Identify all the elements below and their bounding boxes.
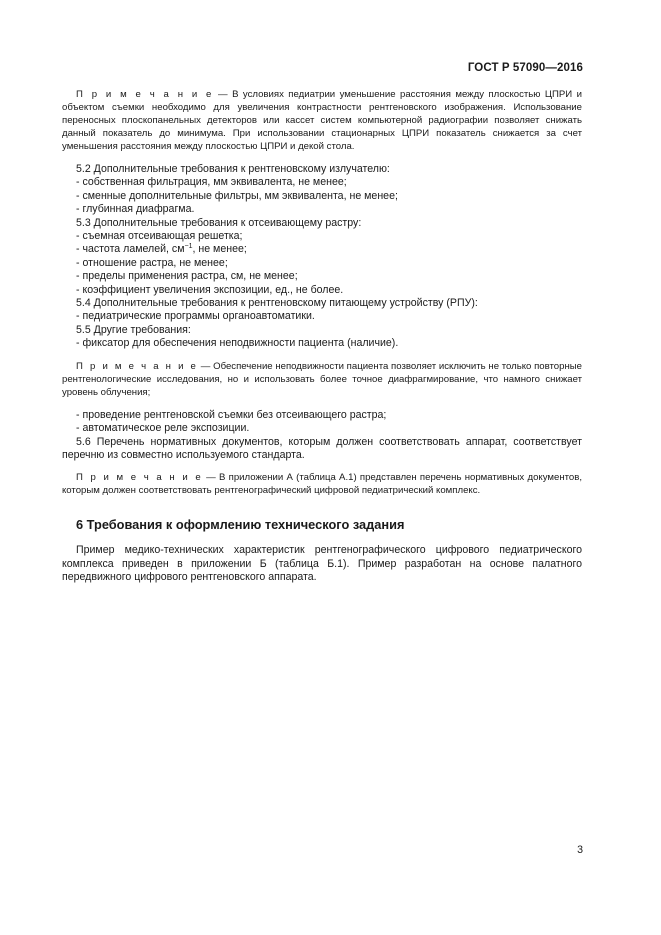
note-2-text: — Обеспечение неподвижности пациента позволяет исключить не только повторные рентгенологические исследования, но и использовать более точное диафрагмирование, что намного снижает уровень облучения; bbox=[62, 360, 583, 398]
note-3-label: П р и м е ч а н и е bbox=[76, 472, 203, 484]
paragraph-5-6: 5.6 Перечень нормативных документов, которым должен соответствовать аппарат, соответствует перечню из совместно используемого стандарта. bbox=[62, 435, 582, 461]
line-5-2: 5.2 Дополнительные требования к рентгеновскому излучателю: bbox=[76, 163, 390, 175]
list-item: - сменные дополнительные фильтры, мм эквивалента, не менее; bbox=[76, 189, 398, 202]
list-item: - собственная фильтрация, мм эквивалента, не менее; bbox=[76, 176, 347, 189]
list-item-lamellae bbox=[62, 243, 582, 256]
list-item: - автоматическое реле экспозиции. bbox=[76, 422, 250, 435]
list-item: - коэффициент увеличения экспозиции, ед., не более. bbox=[76, 283, 344, 296]
line-5-5: 5.5 Другие требования: bbox=[76, 323, 191, 336]
page-content bbox=[62, 88, 582, 585]
note-1-text: — В условиях педиатрии уменьшение расстояния между плоскостью ЦПРИ и объектом съемки необходимо для увеличения контрастности рентгеновского изображения. Использование переносных плоскопанельных детекторов или кассет систем компьютерной радиографии позволяет снижать данный показатель до минимума. При использовании стационарных ЦПРИ показатель снижается за счет уменьшения расстояния между плоскостью ЦПРИ и декой стола. bbox=[62, 89, 583, 152]
note-1-label: П р и м е ч а н и е bbox=[76, 89, 214, 100]
note-1 bbox=[62, 88, 582, 153]
requirements-block-2 bbox=[62, 409, 582, 463]
list-item: - проведение рентгеновской съемки без отсеивающего растра; bbox=[76, 408, 387, 421]
note-3-text: — В приложении А (таблица А.1) представлен перечень нормативных документов, которым должен соответствовать рентгенографический цифровой педиатрический комплекс. bbox=[62, 472, 583, 497]
lamellae-superscript: −1 bbox=[184, 243, 193, 251]
section-6-heading: 6 Требования к оформлению технического задания bbox=[76, 517, 405, 533]
list-item: - пределы применения растра, см, не менее; bbox=[76, 270, 298, 283]
note-2-label: П р и м е ч а н и е bbox=[76, 360, 199, 372]
note-3 bbox=[62, 471, 582, 497]
list-item: - фиксатор для обеспечения неподвижности пациента (наличие). bbox=[76, 337, 399, 350]
note-2 bbox=[62, 360, 582, 399]
lamellae-text: - частота ламелей, см bbox=[76, 243, 185, 256]
page-number: 3 bbox=[577, 844, 583, 856]
list-item: - отношение растра, не менее; bbox=[76, 256, 228, 269]
list-item: - педиатрические программы органоавтоматики. bbox=[76, 310, 315, 323]
line-5-3: 5.3 Дополнительные требования к отсеивающему растру: bbox=[76, 216, 362, 229]
list-item: - съемная отсеивающая решетка; bbox=[76, 230, 243, 243]
requirements-block-1 bbox=[62, 163, 582, 351]
section-6-body: Пример медико-технических характеристик рентгенографического цифрового педиатрического комплекса приведен в приложении Б (таблица Б.1). Пример разработан на основе палатного передвижного цифрового рентгеновского аппарата. bbox=[62, 544, 582, 584]
document-code: ГОСТ Р 57090—2016 bbox=[467, 62, 583, 74]
lamellae-suffix: , не менее; bbox=[192, 243, 247, 256]
line-5-4: 5.4 Дополнительные требования к рентгеновскому питающему устройству (РПУ): bbox=[76, 297, 478, 310]
list-item: - глубинная диафрагма. bbox=[76, 203, 195, 216]
